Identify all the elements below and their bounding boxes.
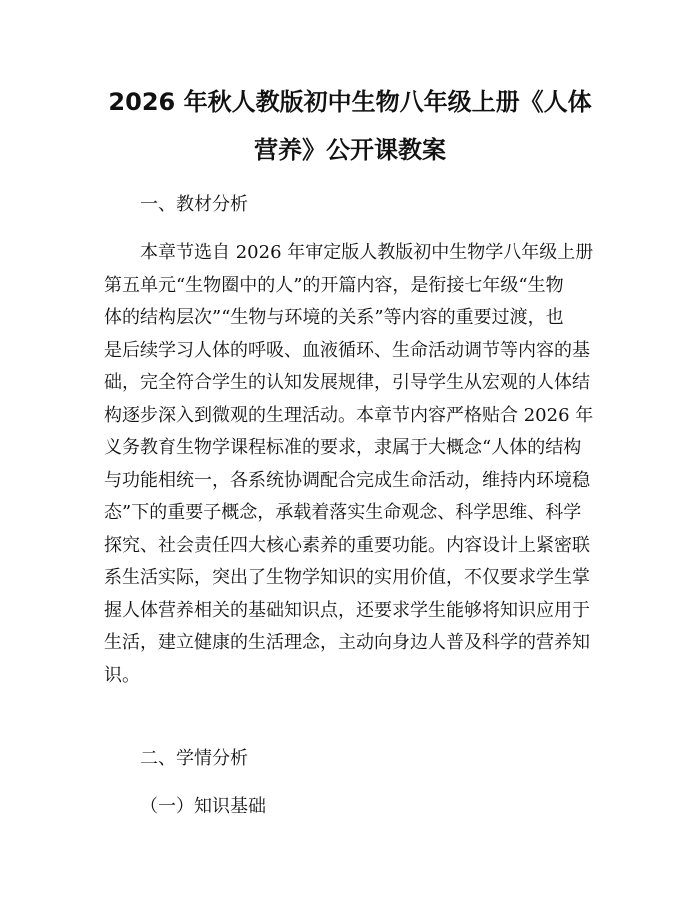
paragraph-line: 是后续学习人体的呼吸、血液循环、生命活动调节等内容的基 <box>104 339 590 361</box>
paragraph-line: 构逐步深入到微观的生理活动。本章节内容严格贴合 2026 年 <box>104 404 594 426</box>
document-title-line-1: 2026 年秋人教版初中生物八年级上册《人体 <box>108 88 592 116</box>
paragraph-line: 第五单元“生物圈中的人”的开篇内容，是衔接七年级“生物 <box>104 274 564 296</box>
paragraph-line: 义务教育生物学课程标准的要求，隶属于大概念“人体的结构 <box>104 437 582 458</box>
paragraph-line: 握人体营养相关的基础知识点，还要求学生能够将知识应用于 <box>104 599 590 621</box>
paragraph-line: 识。 <box>104 664 140 686</box>
paragraph-line: 态”下的重要子概念，承载着落实生命观念、科学思维、科学 <box>104 502 582 523</box>
paragraph-line: 系生活实际，突出了生物学知识的实用价值，不仅要求学生掌 <box>104 567 590 588</box>
section-heading-learner-analysis: 二、学情分析 <box>140 748 248 769</box>
paragraph-line: 生活，建立健康的生活理念，主动向身边人普及科学的营养知 <box>104 632 590 653</box>
document-title-line-2: 营养》公开课教案 <box>254 136 446 164</box>
paragraph-line: 探究、社会责任四大核心素养的重要功能。内容设计上紧密联 <box>104 534 590 556</box>
subsection-heading-knowledge-basis: （一）知识基础 <box>140 796 266 817</box>
paragraph-line: 与功能相统一，各系统协调配合完成生命活动，维持内环境稳 <box>104 469 590 491</box>
section-heading-textbook-analysis: 一、教材分析 <box>140 194 248 215</box>
paragraph-line: 本章节选自 2026 年审定版人教版初中生物学八年级上册 <box>140 242 594 263</box>
paragraph-line: 础，完全符合学生的认知发展规律，引导学生从宏观的人体结 <box>104 372 590 393</box>
paragraph-line: 体的结构层次”“生物与环境的关系”等内容的重要过渡，也 <box>104 307 564 328</box>
